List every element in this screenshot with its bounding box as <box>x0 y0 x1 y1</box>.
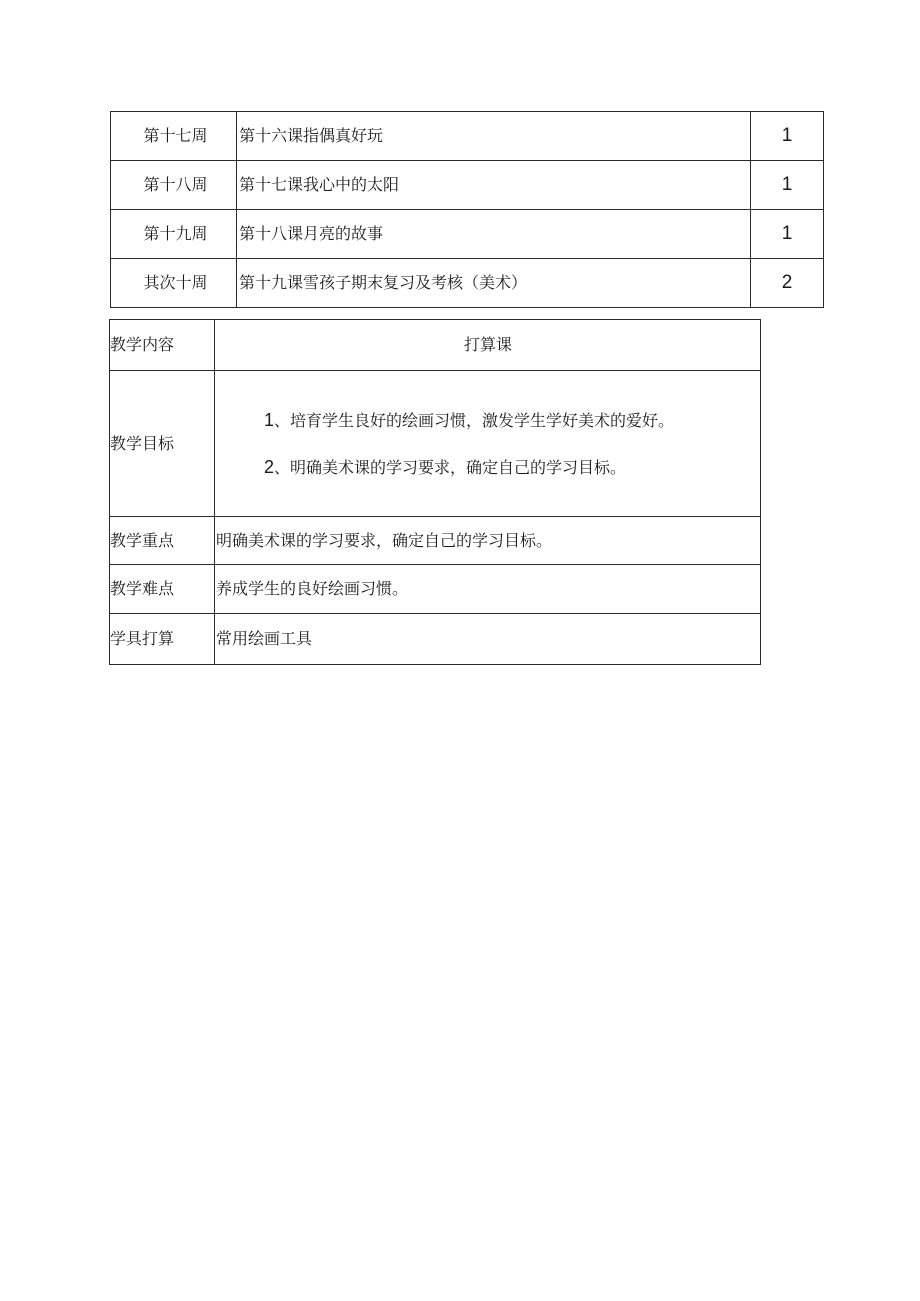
table-row <box>110 565 761 614</box>
content-label: 教学内容 <box>110 320 215 371</box>
table-row <box>111 259 824 308</box>
table-row <box>110 517 761 565</box>
schedule-table <box>110 111 824 308</box>
lesson-cell: 第十六课指偶真好玩 <box>237 112 751 161</box>
goal-text: 、明确美术课的学习要求，确定自己的学习目标。 <box>274 457 627 477</box>
table-row <box>110 320 761 371</box>
difficulty-value: 养成学生的良好绘画习惯。 <box>215 565 761 614</box>
table-row <box>110 614 761 665</box>
goals-label: 教学目标 <box>110 371 215 517</box>
week-cell: 第十九周 <box>111 210 237 259</box>
hours-cell: 1 <box>751 210 824 259</box>
goals-cell <box>215 371 761 517</box>
hours-cell: 1 <box>751 112 824 161</box>
goal-item <box>264 444 760 491</box>
table-row <box>111 161 824 210</box>
tools-label: 学具打算 <box>110 614 215 665</box>
week-cell: 第十七周 <box>111 112 237 161</box>
goal-number: 1 <box>264 409 275 430</box>
table-row <box>110 371 761 517</box>
lesson-cell: 第十九课雪孩子期末复习及考核（美术） <box>237 259 751 308</box>
week-cell: 第十八周 <box>111 161 237 210</box>
table-row <box>111 112 824 161</box>
lesson-plan-table <box>109 319 761 665</box>
week-cell: 其次十周 <box>111 259 237 308</box>
content-value: 打算课 <box>215 320 761 371</box>
lesson-cell: 第十八课月亮的故事 <box>237 210 751 259</box>
key-point-label: 教学重点 <box>110 517 215 565</box>
goal-item <box>264 397 760 444</box>
hours-cell: 1 <box>751 161 824 210</box>
goal-text: 、培育学生良好的绘画习惯，激发学生学好美术的爱好。 <box>274 410 675 430</box>
hours-cell: 2 <box>751 259 824 308</box>
key-point-value: 明确美术课的学习要求，确定自己的学习目标。 <box>215 517 761 565</box>
lesson-cell: 第十七课我心中的太阳 <box>237 161 751 210</box>
tools-value: 常用绘画工具 <box>215 614 761 665</box>
goal-number: 2 <box>264 456 275 477</box>
difficulty-label: 教学难点 <box>110 565 215 614</box>
table-row <box>111 210 824 259</box>
